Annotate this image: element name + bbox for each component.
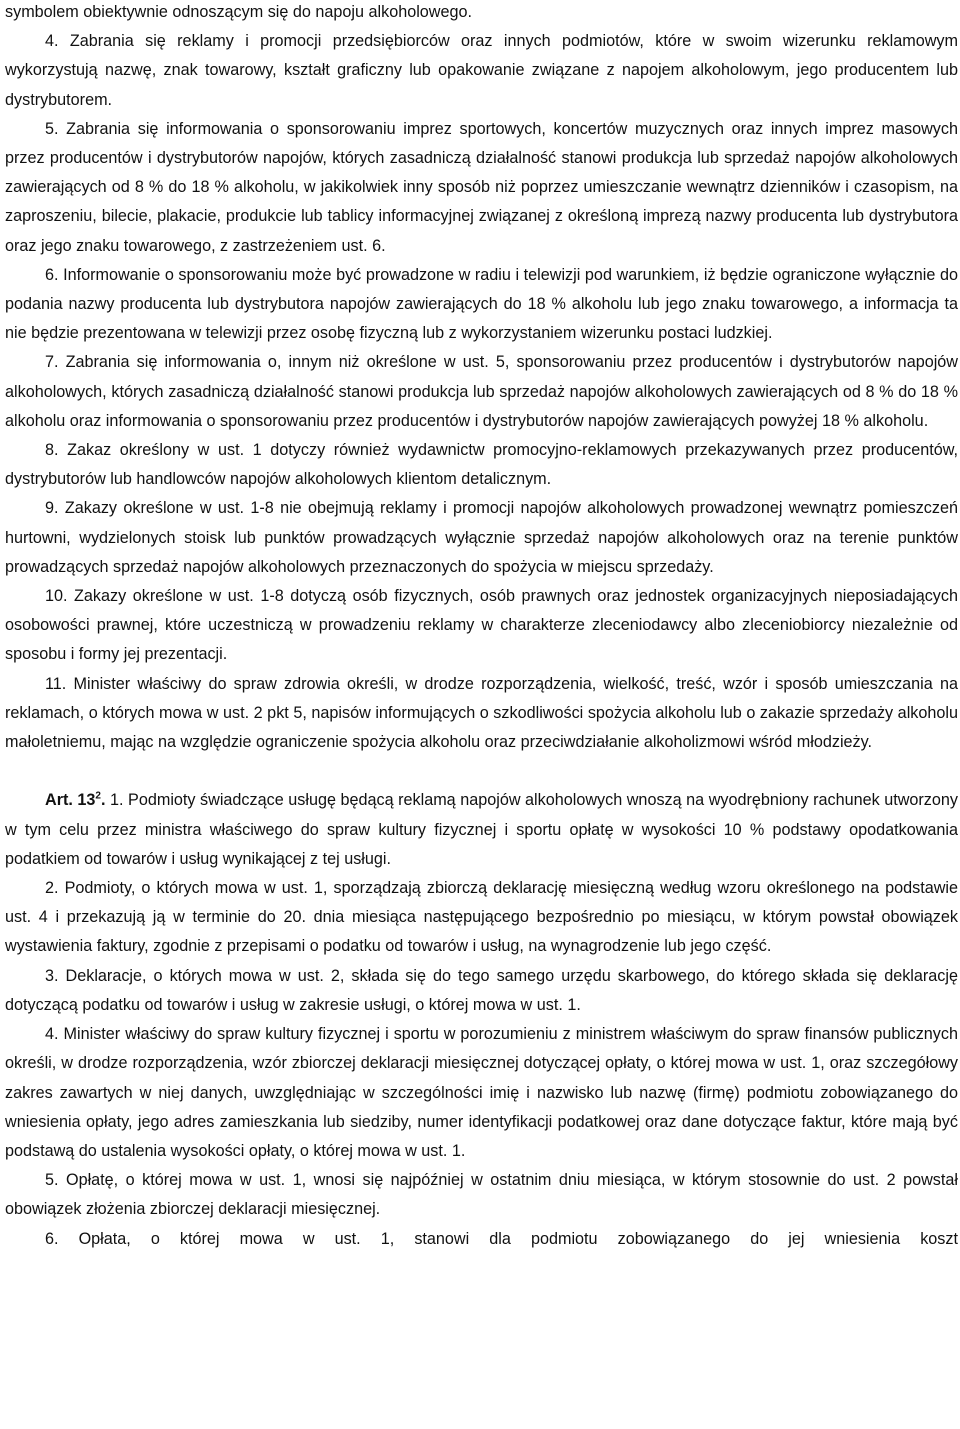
art13-1-para-8: 8. Zakaz określony w ust. 1 dotyczy również wydawnictw promocyjno-reklamowych przekazywanych przez producentów, dystrybutorów lub handlowców napojów alkoholowych klientom detalicznym. xyxy=(5,441,958,489)
art13-1-para-6: 6. Informowanie o sponsorowaniu może być prowadzone w radiu i telewizji pod warunkiem, iż będzie ograniczone wyłącznie do podania nazwy producenta lub dystrybutora napojów zawierających do 18 % alkoholu lub jego znaku towarowego, a informacja ta nie będzie prezentowana w telewizji przez osobę fizyczną lub z wykorzystaniem wizerunku postaci ludzkiej. xyxy=(5,265,958,343)
art13-1-para-5: 5. Zabrania się informowania o sponsorowaniu imprez sportowych, koncertów muzycznych oraz innych imprez masowych przez producentów i dystrybutorów napojów, których zasadniczą działalność stanowi produkcja lub sprzedaż napojów alkoholowych zawierających od 8 % do 18 % alkoholu, w jakikolwiek inny sposób niż poprzez umieszczanie wewnątrz dzienników i czasopism, na zaproszeniu, bilecie, plakacie, produkcie lub tablicy informacyjnej związanej z określoną imprezą nazwy producenta lub dystrybutora oraz jego znaku towarowego, z zastrzeżeniem ust. 6. xyxy=(5,119,958,255)
art13-2-para-1-text: 1. Podmioty świadczące usługę będącą reklamą napojów alkoholowych wnoszą na wyodrębniony rachunek utworzony w tym celu przez ministra właściwego do spraw kultury fizycznej i sportu opłatę w wysokości 10 % podstawy opodatkowania podatkiem od towarów i usług wynikającej z tej usługi. xyxy=(5,791,958,868)
art13-2-para-5: 5. Opłatę, o której mowa w ust. 1, wnosi się najpóźniej w ostatnim dniu miesiąca, w którym stosownie do ust. 2 powstał obowiązek złożenia zbiorczej deklaracji miesięcznej. xyxy=(5,1171,958,1219)
art13-1-para-10: 10. Zakazy określone w ust. 1-8 dotyczą osób fizycznych, osób prawnych oraz jednostek organizacyjnych nieposiadających osobowości prawnej, które uczestniczą w prowadzeniu reklamy w charakterze zleceniodawcy albo zleceniobiorcy niezależnie od sposobu i formy jej prezentacji. xyxy=(5,587,958,664)
article-label-suffix: . xyxy=(100,791,106,810)
art13-2-para-4: 4. Minister właściwy do spraw kultury fizycznej i sportu w porozumieniu z ministrem właściwym do spraw finansów publicznych określi, w drodze rozporządzenia, wzór zbiorczej deklaracji miesięcznej dotyczącej opłaty, o której mowa w ust. 1, oraz szczegółowy zakres zawartych w niej danych, uwzględniając w szczególności imię i nazwisko lub nazwę (firmę) podmiotu zobowiązanego do wniesienia opłaty, jego adres zamieszkania lub siedziby, numer identyfikacji podatkowej oraz dane dotyczące faktur, które mają być podstawą do ustalenia wysokości opłaty, o której mowa w ust. 1. xyxy=(5,1025,958,1160)
article-label xyxy=(45,791,105,809)
art13-2-para-3: 3. Deklaracje, o których mowa w ust. 2, składa się do tego samego urzędu skarbowego, do którego składa się deklarację dotyczącą podatku od towarów i usług w zakresie usługi, o której mowa w ust. 1. xyxy=(5,966,958,1014)
art13-2-para-1 xyxy=(5,786,958,874)
art13-1-para-7: 7. Zabrania się informowania o, innym niż określone w ust. 5, sponsorowaniu przez producentów i dystrybutorów napojów alkoholowych, których zasadniczą działalność stanowi produkcja lub sprzedaż napojów alkoholowych zawierających od 8 % do 18 % alkoholu oraz informowania o sponsorowaniu przez producentów i dystrybutorów napojów zawierających powyżej 18 % alkoholu. xyxy=(5,353,958,430)
art13-1-para-9: 9. Zakazy określone w ust. 1-8 nie obejmują reklamy i promocji napojów alkoholowych prowadzonej wewnątrz pomieszczeń hurtowni, wydzielonych stoisk lub punktów prowadzących wyłącznie sprzedaż napojów alkoholowych oraz na terenie punktów prowadzących sprzedaż napojów alkoholowych przeznaczonych do spożycia w miejscu sprzedaży. xyxy=(5,499,958,576)
art13-1-para-4: 4. Zabrania się reklamy i promocji przedsiębiorców oraz innych podmiotów, które w swoim wizerunku reklamowym wykorzystują nazwę, znak towarowy, kształt graficzny lub opakowanie związane z napojem alkoholowym, jego producentem lub dystrybutorem. xyxy=(5,32,958,109)
art13-2-para-2: 2. Podmioty, o których mowa w ust. 1, sporządzają zbiorczą deklarację miesięczną według wzoru określonego na podstawie ust. 4 i przekazują ją w terminie do 20. dnia miesiąca następującego bezpośrednio po miesiącu, w którym powstał obowiązek wystawienia faktury, zgodnie z przepisami o podatku od towarów i usług, na wynagrodzenie lub jego część. xyxy=(5,879,958,956)
article-label-sup: 2 xyxy=(95,791,101,803)
art13-2-para-6: 6. Opłata, o której mowa w ust. 1, stanowi dla podmiotu zobowiązanego do jej wniesienia koszt xyxy=(45,1229,958,1248)
art13-1-para-11: 11. Minister właściwy do spraw zdrowia określi, w drodze rozporządzenia, wielkość, treść, wzór i sposób umieszczania na reklamach, o których mowa w ust. 2 pkt 5, napisów informujących o szkodliwości spożycia alkoholu lub o zakazie sprzedaży alkoholu małoletniemu, mając na względzie ograniczenie spożycia alkoholu oraz przeciwdziałanie alkoholizmowi wśród młodzieży. xyxy=(5,674,958,752)
article-label-prefix: Art. 13 xyxy=(45,791,96,810)
document-page xyxy=(5,0,958,1254)
intro-line: symbolem obiektywnie odnoszącym się do napoju alkoholowego. xyxy=(5,3,473,21)
section-gap xyxy=(5,757,958,786)
